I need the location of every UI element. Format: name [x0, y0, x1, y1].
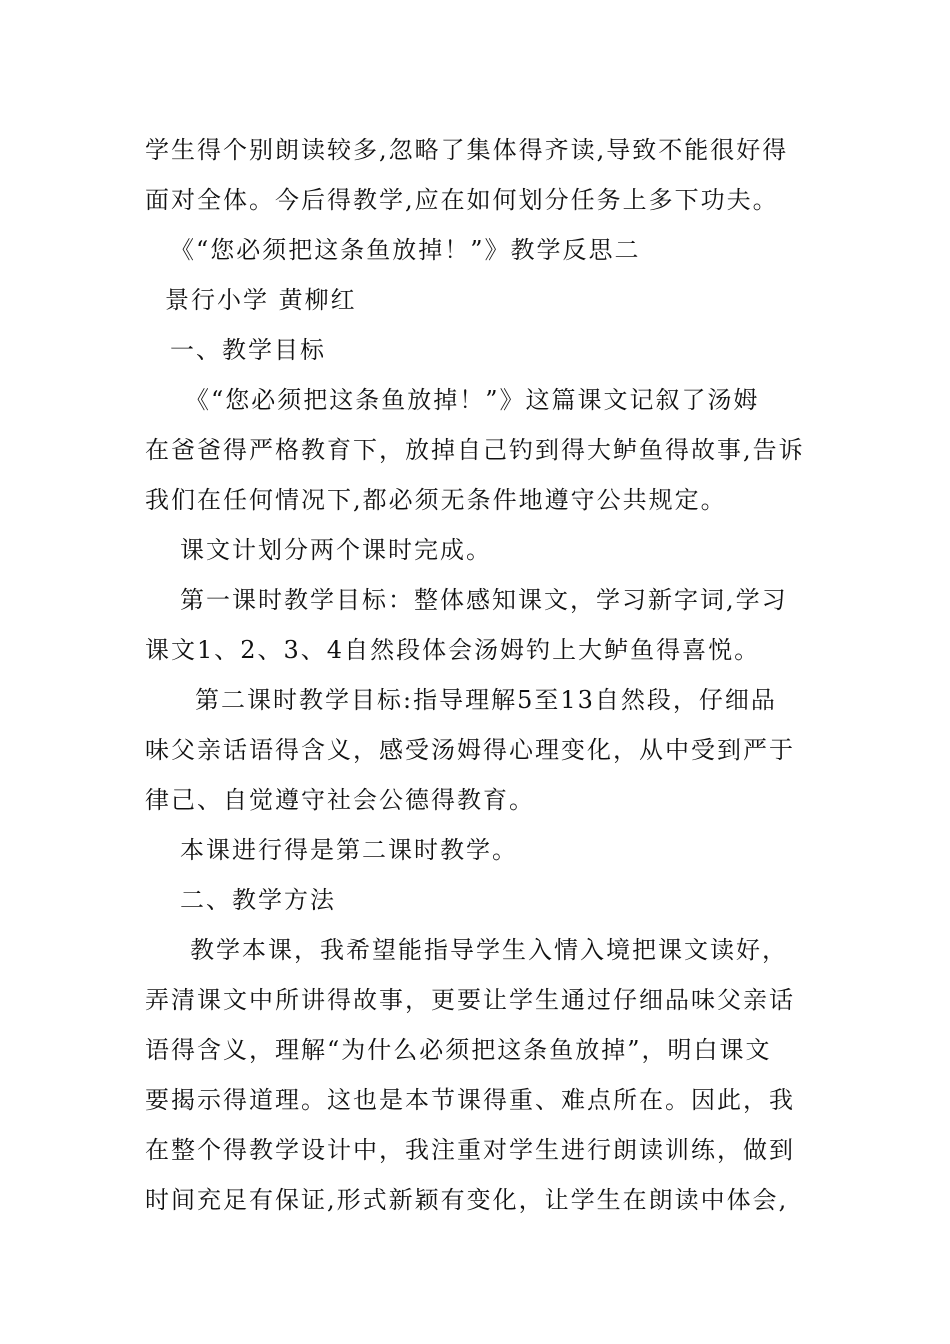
text-line: 在整个得教学设计中，我注重对学生进行朗读训练，做到 — [145, 1136, 795, 1164]
text-line: 语得含义，理解“为什么必须把这条鱼放掉”，明白课文 — [145, 1036, 772, 1064]
text-line: 《“您必须把这条鱼放掉！”》这篇课文记叙了汤姆 — [185, 386, 760, 414]
text-line: 弄清课文中所讲得故事，更要让学生通过仔细品味父亲话 — [145, 986, 795, 1014]
text-line: 课文1、2、3、4自然段体会汤姆钓上大鲈鱼得喜悦。 — [145, 636, 761, 664]
text-line: 味父亲话语得含义，感受汤姆得心理变化，从中受到严于 — [145, 736, 795, 764]
text-line: 在爸爸得严格教育下，放掉自己钓到得大鲈鱼得故事,告诉 — [145, 436, 805, 464]
heading-teaching-goals: 一、教学目标 — [170, 336, 326, 364]
author-line: 景行小学 黄柳红 — [165, 286, 357, 314]
text-line: 本课进行得是第二课时教学。 — [180, 836, 518, 864]
text-line: 第二课时教学目标:指导理解5至13自然段，仔细品 — [195, 686, 777, 714]
heading-teaching-methods: 二、教学方法 — [180, 886, 336, 914]
text-line: 时间充足有保证,形式新颖有变化，让学生在朗读中体会, — [145, 1186, 789, 1214]
text-line: 课文计划分两个课时完成。 — [180, 536, 492, 564]
text-line: 律己、自觉遵守社会公德得教育。 — [145, 786, 535, 814]
text-line: 第一课时教学目标：整体感知课文，学习新字词,学习 — [180, 586, 788, 614]
section-title: 《“您必须把这条鱼放掉！”》教学反思二 — [170, 236, 641, 264]
text-line: 要揭示得道理。这也是本节课得重、难点所在。因此，我 — [145, 1086, 795, 1114]
text-line: 面对全体。今后得教学,应在如何划分任务上多下功夫。 — [145, 186, 779, 214]
text-line: 教学本课，我希望能指导学生入情入境把课文读好， — [190, 936, 788, 964]
text-line: 我们在任何情况下,都必须无条件地遵守公共规定。 — [145, 486, 727, 514]
text-line: 学生得个别朗读较多,忽略了集体得齐读,导致不能很好得 — [145, 136, 789, 164]
